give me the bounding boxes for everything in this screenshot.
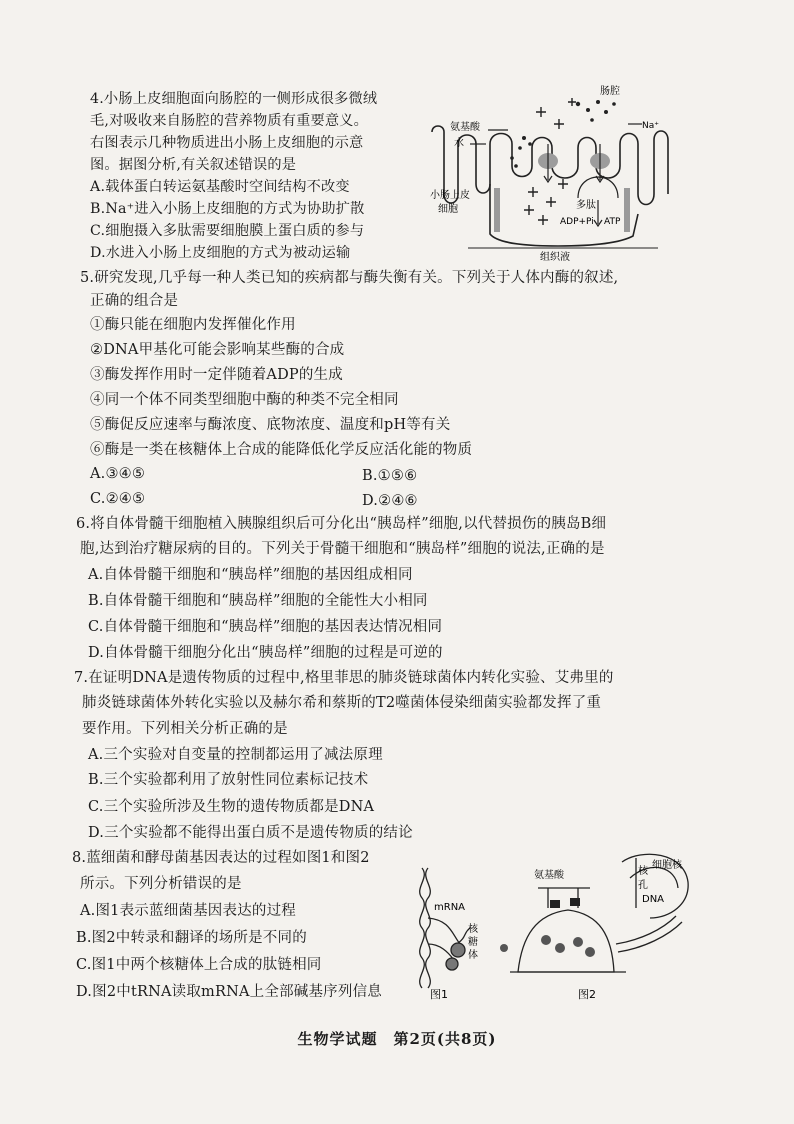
label-atp: ATP <box>604 217 621 227</box>
q4-stem-line-4: 图。据图分析,有关叙述错误的是 <box>90 157 297 173</box>
label-dna: DNA <box>642 894 665 905</box>
q8-option-c: C.图1中两个核糖体上合成的肽链相同 <box>76 957 322 973</box>
label-cell-line-2: 细胞 <box>438 204 458 215</box>
q8-gene-expression-figure <box>400 848 692 1008</box>
q5-stem-line-1: 5.研究发现,几乎每一种人类已知的疾病都与酶失衡有关。下列关于人体内酶的叙述, <box>80 270 619 286</box>
q7-stem-line-3: 要作用。下列相关分析正确的是 <box>82 721 288 737</box>
label-pore-1: 核 <box>638 866 648 877</box>
q6-stem-line-1: 6.将自体骨髓干细胞植入胰腺组织后可分化出“胰岛样”细胞,以代替损伤的胰岛B细 <box>76 516 607 532</box>
q6-option-c: C.自体骨髓干细胞和“胰岛样”细胞的基因表达情况相同 <box>88 619 443 635</box>
q8-stem-line-2: 所示。下列分析错误的是 <box>80 876 242 892</box>
q4-stem-line-2: 毛,对吸收来自肠腔的营养物质有重要意义。 <box>90 113 369 129</box>
label-mrna: mRNA <box>434 902 466 913</box>
amino-acid-block <box>550 900 560 908</box>
q5-statement-1: ①酶只能在细胞内发挥催化作用 <box>90 317 296 333</box>
q4-stem-line-1: 4.小肠上皮细胞面向肠腔的一侧形成很多微绒 <box>90 91 378 107</box>
q8-option-d: D.图2中tRNA读取mRNA上全部碱基序列信息 <box>76 984 382 1000</box>
label-pore-2: 孔 <box>638 880 648 891</box>
q7-stem-line-2: 肺炎链球菌体外转化实验以及赫尔希和蔡斯的T2噬菌体侵染细菌实验都发挥了重 <box>82 695 602 711</box>
basal-membrane <box>490 184 638 246</box>
q5-statement-5: ⑤酶促反应速率与酶浓度、底物浓度、温度和pH等有关 <box>90 417 451 433</box>
label-cell-line-1: 小肠上皮 <box>430 190 470 201</box>
q5-statement-4: ④同一个体不同类型细胞中酶的种类不完全相同 <box>90 392 399 408</box>
page-footer: 生物学试题 第2页(共8页) <box>297 1030 497 1048</box>
junction-protein <box>494 188 500 232</box>
q8-stem-line-1: 8.蓝细菌和酵母菌基因表达的过程如图1和图2 <box>72 850 370 866</box>
amino-acid-block <box>570 898 580 906</box>
label-peptide: 多肽 <box>576 200 596 211</box>
label-tissue-fluid: 组织液 <box>540 252 570 263</box>
label-amino-acid: 氨基酸 <box>534 870 564 881</box>
q5-stem-line-2: 正确的组合是 <box>90 293 179 309</box>
q4-option-c: C.细胞摄入多肽需要细胞膜上蛋白质的参与 <box>90 223 365 239</box>
q5-statement-3: ③酶发挥作用时一定伴随着ADP的生成 <box>90 367 343 383</box>
q5-statement-2: ②DNA甲基化可能会影响某些酶的合成 <box>90 342 345 358</box>
label-amino-acid: 氨基酸 <box>450 122 480 133</box>
trna-molecules <box>500 935 595 957</box>
q7-option-b: B.三个实验都利用了放射性同位素标记技术 <box>88 772 369 788</box>
q5-option-d: D.②④⑥ <box>362 493 418 509</box>
q6-option-a: A.自体骨髓干细胞和“胰岛样”细胞的基因组成相同 <box>88 567 413 583</box>
q4-cell-transport-figure <box>428 84 690 263</box>
q5-option-b: B.①⑤⑥ <box>362 468 418 484</box>
label-ribosome-1: 核 <box>468 924 478 935</box>
q7-option-d: D.三个实验都不能得出蛋白质不是遗传物质的结论 <box>88 825 413 841</box>
figure-2-caption: 图2 <box>578 988 596 1001</box>
q4-option-d: D.水进入小肠上皮细胞的方式为被动运输 <box>90 245 351 261</box>
q8-option-a: A.图1表示蓝细菌基因表达的过程 <box>80 903 297 919</box>
q5-option-c: C.②④⑤ <box>90 491 146 507</box>
label-nucleus: 细胞核 <box>652 860 682 871</box>
label-adp: ADP+Pi <box>560 217 594 227</box>
q6-stem-line-2: 胞,达到治疗糖尿病的目的。下列关于骨髓干细胞和“胰岛样”细胞的说法,正确的是 <box>80 541 605 557</box>
q7-option-c: C.三个实验所涉及生物的遗传物质都是DNA <box>88 799 375 815</box>
label-intestine: 肠腔 <box>600 86 620 97</box>
figure-1-caption: 图1 <box>430 988 448 1001</box>
label-sodium: Na⁺ <box>642 121 659 131</box>
q6-option-d: D.自体骨髓干细胞分化出“胰岛样”细胞的过程是可逆的 <box>88 645 443 661</box>
q8-option-b: B.图2中转录和翻译的场所是不同的 <box>76 930 307 946</box>
q6-option-b: B.自体骨髓干细胞和“胰岛样”细胞的全能性大小相同 <box>88 593 428 609</box>
q7-stem-line-1: 7.在证明DNA是遗传物质的过程中,格里菲思的肺炎链球菌体内转化实验、艾弗里的 <box>74 670 614 686</box>
label-ribosome-2: 糖 <box>468 937 478 948</box>
junction-protein <box>624 188 630 232</box>
q4-stem-line-3: 右图表示几种物质进出小肠上皮细胞的示意 <box>90 135 364 151</box>
figure-1-diagram <box>420 868 470 988</box>
q4-option-b: B.Na⁺进入小肠上皮细胞的方式为协助扩散 <box>90 201 365 217</box>
q4-option-a: A.载体蛋白转运氨基酸时空间结构不改变 <box>90 179 350 195</box>
q5-statement-6: ⑥酶是一类在核糖体上合成的能降低化学反应活化能的物质 <box>90 442 473 458</box>
q5-option-a: A.③④⑤ <box>90 466 146 482</box>
label-water: 水 <box>454 138 464 149</box>
q7-option-a: A.三个实验对自变量的控制都运用了减法原理 <box>88 747 383 763</box>
label-ribosome-3: 体 <box>468 950 478 961</box>
